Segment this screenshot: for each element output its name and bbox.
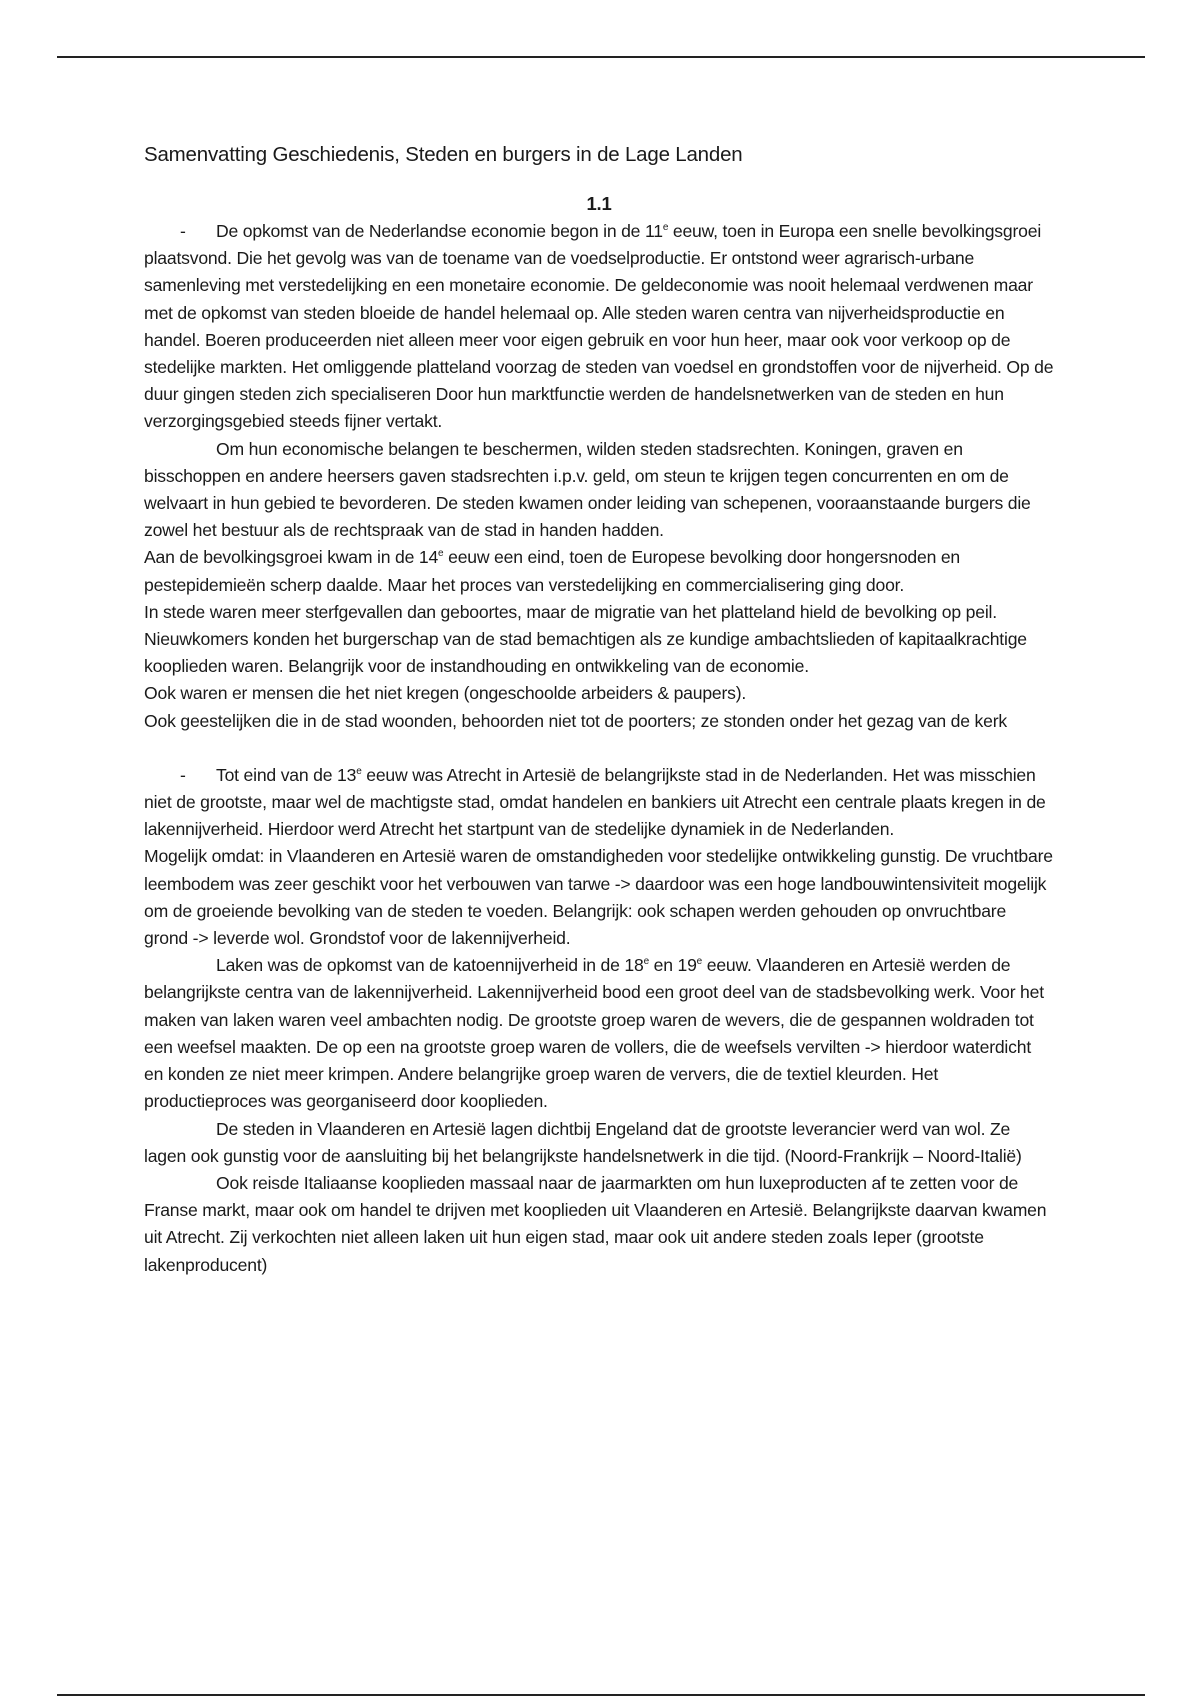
paragraph-block1-3 xyxy=(144,544,1054,598)
document-title: Samenvatting Geschiedenis, Steden en burgers in de Lage Landen xyxy=(144,143,743,166)
paragraph-gap xyxy=(144,735,1054,762)
paragraph-block1-4: In stede waren meer sterfgevallen dan geboortes, maar de migratie van het platteland hield de bevolking op peil. Nieuwkomers konden het burgerschap van de stad bemachtigen als ze kundige ambachtslieden of kapitaalkrachtige kooplieden waren. Belangrijk voor de instandhouding en ontwikkeling van de economie. xyxy=(144,601,1027,677)
paragraph-block1-1 xyxy=(144,218,1054,436)
superscript: e xyxy=(356,765,362,777)
paragraph-block1-2: Om hun economische belangen te beschermen, wilden steden stadsrechten. Koningen, graven en bisschoppen en andere heersers gaven stadsrechten i.p.v. geld, om steun te krijgen tegen concurrenten en om de welvaart in hun gebied te bevorderen. De steden kwamen onder leiding van schepenen, vooraanstaande burgers die zowel het bestuur als de rechtspraak van de stad in handen hadden. xyxy=(144,438,1031,541)
text-run: De opkomst van de Nederlandse economie begon in de 11 xyxy=(216,221,663,241)
paragraph-block1-6: Ook geestelijken die in de stad woonden, behoorden niet tot de poorters; ze stonden onder het gezag van de kerk xyxy=(144,710,1007,731)
paragraph-block2-3 xyxy=(144,952,1054,1115)
header-rule xyxy=(57,56,1145,58)
bullet-dash: - xyxy=(180,764,186,785)
text-run: eeuw, toen in Europa een snelle bevolkingsgroei plaatsvond. Die het gevolg was van de toename van de voedselproductie. Er ontstond weer agrarisch-urbane samenleving met verstedelijking en een monetaire economie. De geldeconomie was nooit helemaal verdwenen maar met de opkomst van steden bloeide de handel helemaal op. Alle steden waren centra van nijverheidsproductie en handel. Boeren produceerden niet alleen meer voor eigen gebruik en voor hun heer, maar ook voor verkoop op de stedelijke markten. Het omliggende platteland voorzag de steden van voedsel en grondstoffen voor de nijverheid. Op de duur gingen steden zich specialiseren Door hun marktfunctie werden de handelsnetwerken van de steden en hun verzorgingsgebied steeds fijner vertakt. xyxy=(144,221,1054,432)
text-run: eeuw een eind, toen de Europese bevolking door hongersnoden en pestepidemieën scherp daalde. Maar het proces van verstedelijking en commercialisering ging door. xyxy=(144,547,961,595)
document-body xyxy=(144,140,1054,1279)
footer-rule xyxy=(57,1694,1145,1696)
paragraph-block2-2: Mogelijk omdat: in Vlaanderen en Artesië waren de omstandigheden voor stedelijke ontwikkeling gunstig. De vruchtbare leembodem was zeer geschikt voor het verbouwen van tarwe -> daardoor was een hoge landbouwintensiviteit mogelijk om de groeiende bevolking van de steden te voeden. Belangrijk: ook schapen werden gehouden op onvruchtbare grond -> leverde wol. Grondstof voor de lakennijverheid. xyxy=(144,846,1053,949)
superscript: e xyxy=(438,548,444,560)
text-run: en 19 xyxy=(648,955,697,976)
text-run: eeuw was Atrecht in Artesië de belangrijkste stad in de Nederlanden. Het was misschien niet de grootste, maar wel de machtigste stad, omdat handelen en bankiers uit Atrecht een centrale plaats kregen in de lakennijverheid. Hierdoor werd Atrecht het startpunt van de stedelijke dynamiek in de Nederlanden. xyxy=(144,764,1046,840)
text-run: Laken was de opkomst van de katoennijverheid in de 18 xyxy=(216,955,644,976)
superscript: e xyxy=(696,956,703,968)
paragraph-block1-5: Ook waren er mensen die het niet kregen (ongeschoolde arbeiders & paupers). xyxy=(144,683,747,704)
superscript: e xyxy=(662,222,669,233)
paragraph-block2-5: Ook reisde Italiaanse kooplieden massaal naar de jaarmarkten om hun luxeproducten af te zetten voor de Franse markt, maar ook om handel te drijven met kooplieden uit Vlaanderen en Artesië. Belangrijkste daarvan kwamen uit Atrecht. Zij verkochten niet alleen laken uit hun eigen stad, maar ook uit andere steden zoals Ieper (grootste lakenproducent) xyxy=(144,1172,1047,1275)
superscript: e xyxy=(643,956,649,968)
text-run: eeuw. Vlaanderen en Artesië werden de belangrijkste centra van de lakennijverheid. Lakennijverheid bood een groot deel van de stadsbevolking werk. Voor het maken van laken waren veel ambachten nodig. De grootste groep waren de wevers, die de gespannen woldraden tot een weefsel maakten. De op een na grootste groep waren de vollers, die de weefsels vervilten -> hierdoor waterdicht en konden ze niet meer krimpen. Andere belangrijke groep waren de ververs, die de textiel kleurden. Het productieproces was georganiseerd door kooplieden. xyxy=(144,955,1044,1112)
paragraph-block2-1 xyxy=(144,762,1054,844)
bullet-dash: - xyxy=(180,221,186,241)
section-heading: 1.1 xyxy=(586,193,612,214)
text-run: Aan de bevolkingsgroei kwam in de 14 xyxy=(144,547,439,568)
text-run: Tot eind van de 13 xyxy=(216,764,357,785)
paragraph-block2-4: De steden in Vlaanderen en Artesië lagen dichtbij Engeland dat de grootste leverancier werd van wol. Ze lagen ook gunstig voor de aansluiting bij het belangrijkste handelsnetwerk in die tijd. (Noord-Frankrijk – Noord-Italië) xyxy=(144,1118,1022,1166)
